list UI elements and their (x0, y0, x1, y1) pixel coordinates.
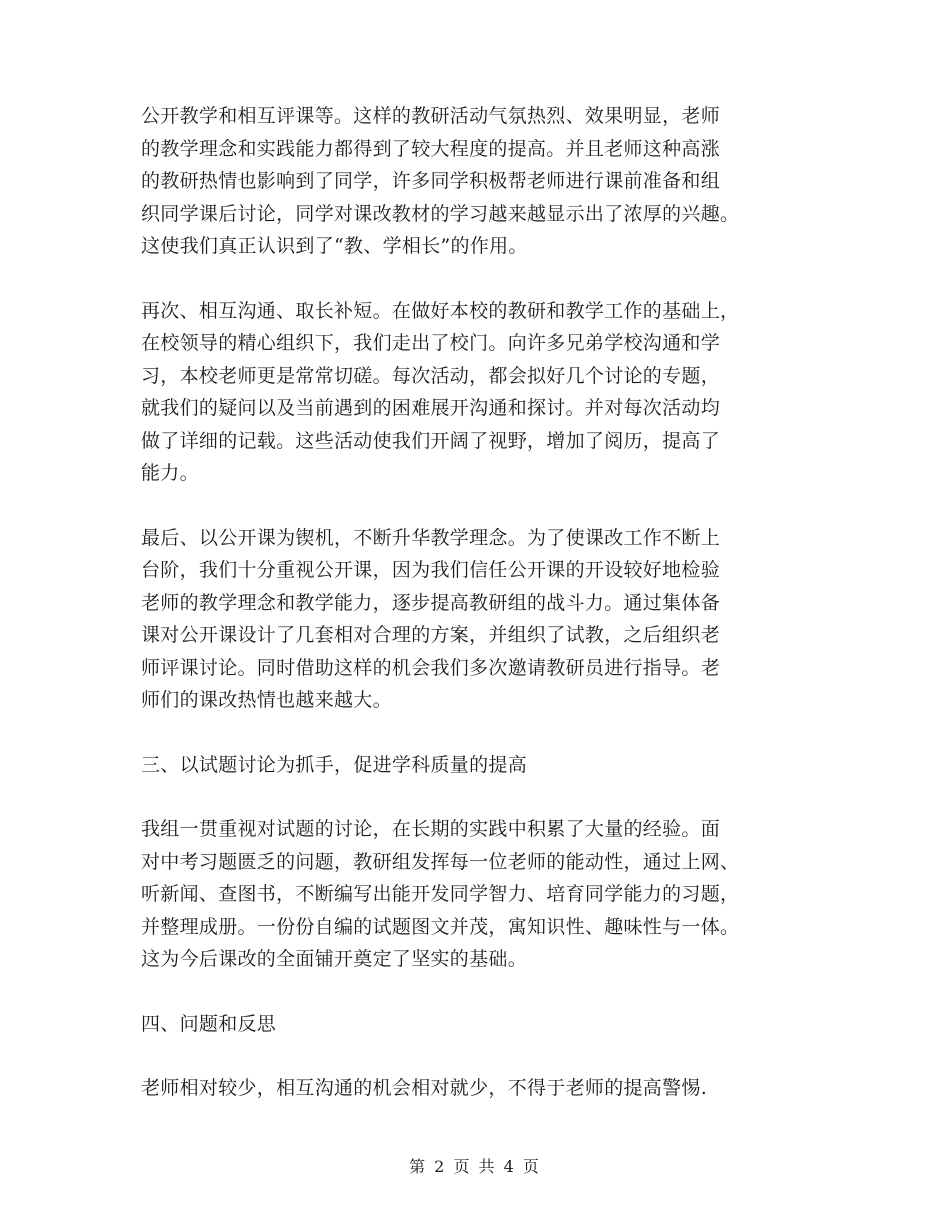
text-line: 做了详细的记载。这些活动使我们开阔了视野，增加了阅历，提高了 (141, 429, 721, 452)
paragraph-gap (141, 1040, 811, 1072)
paragraph-gap (141, 717, 811, 749)
text-line: 听新闻、查图书，不断编写出能开发同学智力、培育同学能力的习题， (141, 883, 740, 905)
text-line: 就我们的疑问以及当前遇到的困难展开沟通和探讨。并对每次活动均 (141, 397, 721, 419)
paragraph-communication (141, 295, 811, 490)
section-heading-four (141, 1008, 811, 1041)
text-line: 最后、以公开课为锲机，不断升华教学理念。为了使课改工作不断上 (141, 526, 721, 549)
text-line: 并整理成册。一份份自编的试题图文并茂，寓知识性、趣味性与一体。 (141, 915, 740, 938)
paragraph-gap (141, 781, 811, 813)
paragraph-gap (141, 490, 811, 522)
paragraph-exam-discussion (141, 813, 811, 976)
heading-line: 三、以试题讨论为抓手，促进学科质量的提高 (141, 753, 528, 776)
heading-line: 四、问题和反思 (141, 1012, 277, 1035)
text-line: 台阶，我们十分重视公开课，因为我们信任公开课的开设较好地检验 (141, 559, 721, 581)
text-line: 的教学理念和实践能力都得到了较大程度的提高。并且老师这种高涨 (141, 137, 721, 160)
text-line: 老师的教学理念和教学能力，逐步提高教研组的战斗力。通过集体备 (141, 591, 721, 614)
text-line: 对中考习题匮乏的问题，教研组发挥每一位老师的能动性，通过上网、 (141, 850, 740, 873)
paragraph-gap (141, 263, 811, 295)
text-line: 能力。 (141, 462, 199, 484)
page-number-footer: 第 2 页 共 4 页 (409, 1157, 541, 1176)
text-line: 公开教学和相互评课等。这样的教研活动气氛热烈、效果明显，老师 (141, 105, 721, 127)
document-body (141, 100, 811, 1105)
text-line: 我组一贯重视对试题的讨论，在长期的实践中积累了大量的经验。面 (141, 818, 721, 840)
text-line: 这使我们真正认识到了“教、学相长”的作用。 (141, 235, 528, 257)
text-line: 师们的课改热情也越来越大。 (141, 689, 392, 711)
text-line: 习，本校老师更是常常切磋。每次活动，都会拟好几个讨论的专题， (141, 364, 721, 387)
paragraph-open-class (141, 522, 811, 717)
text-line: 的教研热情也影响到了同学，许多同学积极帮老师进行课前准备和组 (141, 170, 721, 192)
text-line: 老师相对较少，相互沟通的机会相对就少，不得于老师的提高警惕. (141, 1077, 708, 1099)
text-line: 这为今后课改的全面铺开奠定了坚实的基础。 (141, 948, 528, 970)
paragraph-gap (141, 976, 811, 1008)
text-line: 织同学课后讨论，同学对课改教材的学习越来越显示出了浓厚的兴趣。 (141, 202, 740, 225)
text-line: 课对公开课设计了几套相对合理的方案，并组织了试教，之后组织老 (141, 624, 721, 646)
section-heading-three (141, 749, 811, 782)
paragraph-teaching-research (141, 100, 811, 263)
text-line: 再次、相互沟通、取长补短。在做好本校的教研和教学工作的基础上， (141, 299, 740, 322)
paragraph-reflection (141, 1072, 811, 1105)
text-line: 在校领导的精心组织下，我们走出了校门。向许多兄弟学校沟通和学 (141, 332, 721, 354)
text-line: 师评课讨论。同时借助这样的机会我们多次邀请教研员进行指导。老 (141, 656, 721, 679)
